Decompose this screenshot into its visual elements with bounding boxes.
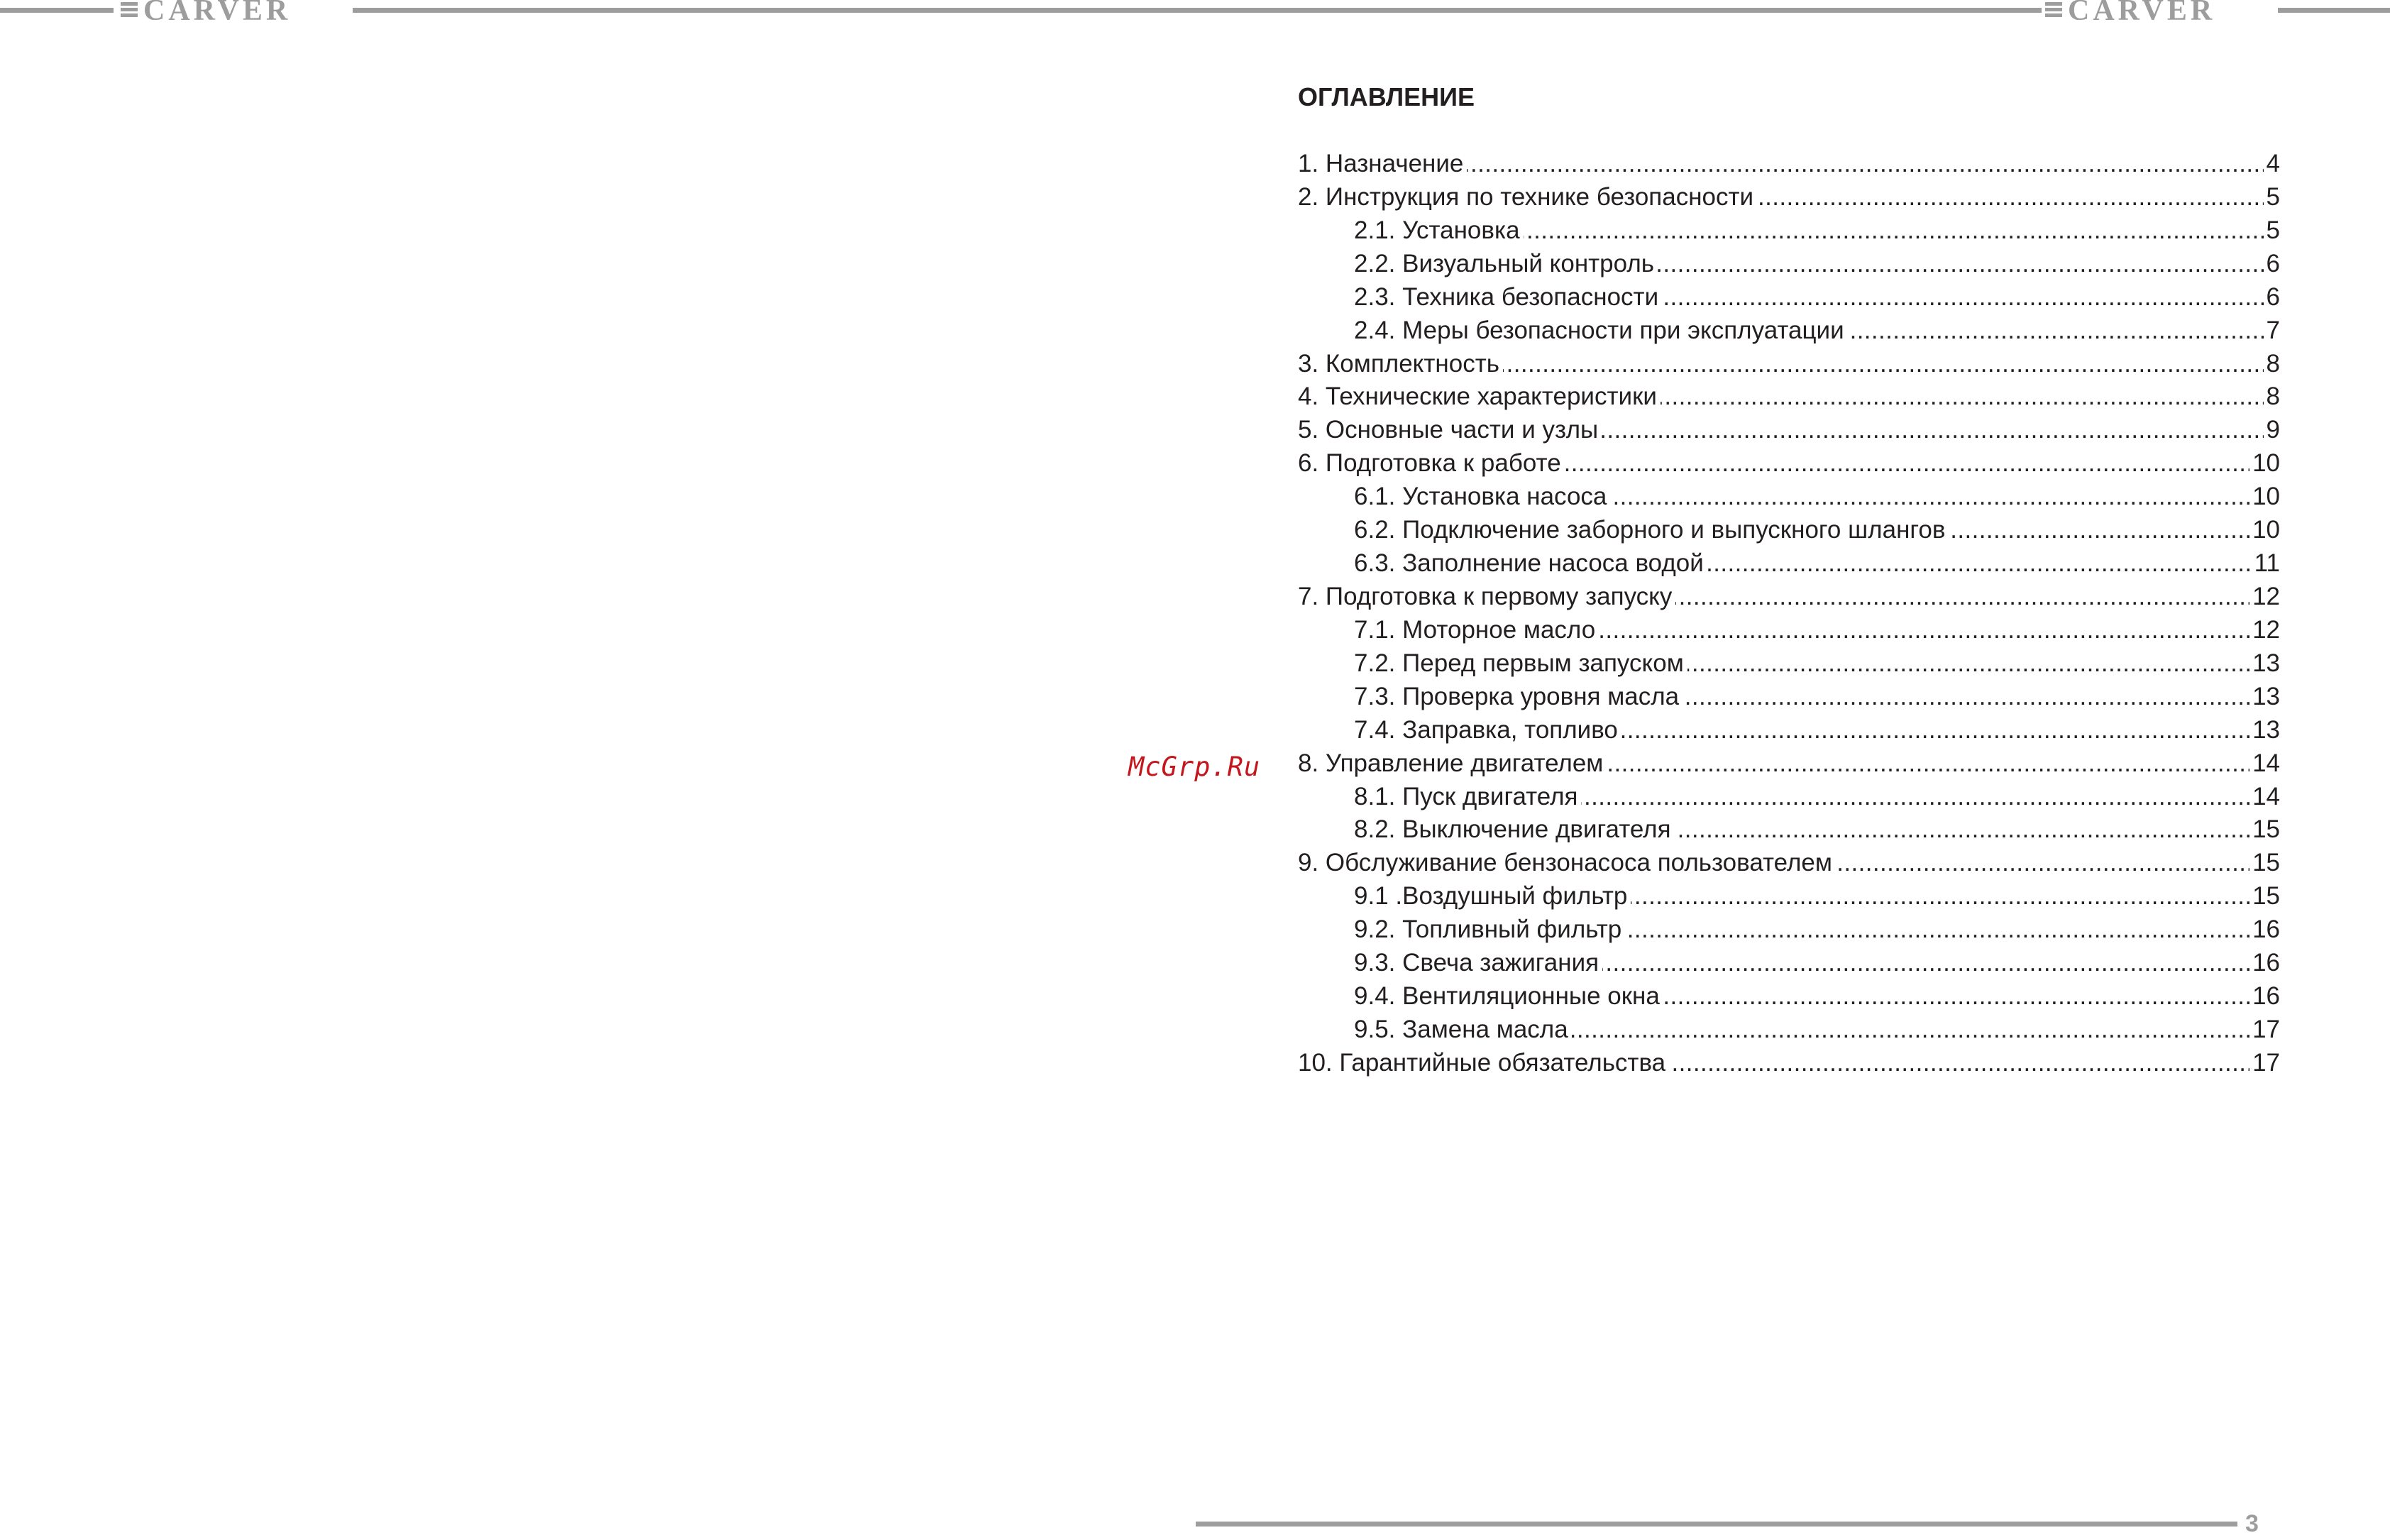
toc-entry-page: 17 [2249, 1047, 2280, 1080]
toc-entry[interactable] [1298, 447, 2280, 480]
toc-entry-page: 14 [2249, 781, 2280, 814]
toc-entry[interactable] [1298, 581, 2280, 614]
toc-entry-label: 4. Технические характеристики [1298, 383, 1661, 410]
toc-entry[interactable] [1354, 681, 2280, 714]
header-rule-center [353, 8, 2042, 13]
toc-entry-page: 12 [2249, 614, 2280, 647]
toc-entry-label: 8.1. Пуск двигателя [1354, 783, 1581, 810]
toc-entry[interactable] [1354, 647, 2280, 681]
toc-entry-label: 7.1. Моторное масло [1354, 616, 1599, 644]
toc-entry-label: 3. Комплектность [1298, 350, 1503, 378]
toc-entry[interactable] [1354, 1013, 2280, 1047]
toc-entry-label: 7.3. Проверка уровня масла [1354, 683, 1683, 710]
toc-entry-page: 6 [2264, 281, 2280, 314]
toc-entry[interactable] [1354, 980, 2280, 1013]
toc-entry-page: 13 [2249, 681, 2280, 714]
toc-entry-label: 6.1. Установка насоса [1354, 483, 1610, 510]
toc-entry-label: 9.3. Свеча зажигания [1354, 949, 1602, 977]
toc-entry-label: 6.3. Заполнение насоса водой [1354, 549, 1707, 577]
toc-entry-page: 15 [2249, 880, 2280, 913]
toc-entry-page: 10 [2249, 480, 2280, 514]
toc-entry-label: 9. Обслуживание бензонасоса пользователем [1298, 849, 1836, 876]
toc-entry[interactable] [1354, 947, 2280, 980]
toc-entry-page: 16 [2249, 913, 2280, 947]
toc-entry-label: 7.2. Перед первым запуском [1354, 649, 1687, 677]
toc-entry-page: 14 [2249, 747, 2280, 781]
toc-entry[interactable] [1298, 1047, 2280, 1080]
toc-entry[interactable] [1354, 314, 2280, 348]
toc-entry[interactable] [1298, 181, 2280, 214]
toc-entry[interactable] [1354, 514, 2280, 547]
toc-entry-page: 8 [2264, 348, 2280, 381]
header-rule-right [2278, 8, 2390, 13]
toc-entry-label: 8.2. Выключение двигателя [1354, 815, 1675, 843]
toc-entry-label: 9.1 .Воздушный фильтр [1354, 882, 1631, 910]
header-rule-left [0, 8, 114, 13]
toc-entry-page: 12 [2249, 581, 2280, 614]
toc-entry-page: 5 [2264, 181, 2280, 214]
toc-entry-label: 2.1. Установка [1354, 216, 1524, 244]
table-of-contents [1298, 148, 2280, 1080]
carver-logo-mark-icon [121, 2, 138, 18]
toc-entry-page: 9 [2264, 414, 2280, 447]
toc-entry-label: 7. Подготовка к первому запуску [1298, 583, 1675, 610]
toc-entry[interactable] [1354, 880, 2280, 913]
toc-entry[interactable] [1354, 248, 2280, 281]
toc-entry-page: 11 [2252, 547, 2280, 581]
toc-entry-label: 2.2. Визуальный контроль [1354, 250, 1658, 277]
watermark-text: McGrp.Ru [1128, 752, 1261, 782]
toc-entry-page: 6 [2264, 248, 2280, 281]
toc-entry-page: 13 [2249, 647, 2280, 681]
toc-entry[interactable] [1354, 614, 2280, 647]
carver-logo-mark-icon [2045, 2, 2062, 18]
toc-entry-label: 7.4. Заправка, топливо [1354, 716, 1621, 744]
toc-entry-page: 15 [2249, 813, 2280, 847]
toc-entry[interactable] [1354, 714, 2280, 747]
toc-entry-label: 5. Основные части и узлы [1298, 416, 1602, 444]
toc-entry[interactable] [1298, 348, 2280, 381]
toc-entry-page: 8 [2264, 380, 2280, 414]
toc-entry-label: 2. Инструкция по технике безопасности [1298, 183, 1757, 211]
toc-entry-label: 9.5. Замена масла [1354, 1016, 1572, 1043]
toc-entry[interactable] [1298, 747, 2280, 781]
page-number: 3 [2245, 1510, 2259, 1537]
page-title: ОГЛАВЛЕНИЕ [1298, 82, 1475, 111]
toc-entry[interactable] [1354, 781, 2280, 814]
brand-logo-left [121, 0, 349, 20]
toc-entry-label: 8. Управление двигателем [1298, 749, 1607, 777]
brand-name-right: CARVER [2068, 0, 2216, 20]
brand-logo-right [2045, 0, 2274, 20]
toc-entry-page: 13 [2249, 714, 2280, 747]
toc-entry[interactable] [1354, 214, 2280, 248]
toc-entry-page: 5 [2264, 214, 2280, 248]
toc-entry-page: 15 [2249, 847, 2280, 880]
toc-entry[interactable] [1298, 148, 2280, 181]
toc-entry-label: 2.3. Техника безопасности [1354, 283, 1662, 311]
toc-entry-page: 10 [2249, 447, 2280, 480]
toc-entry[interactable] [1298, 380, 2280, 414]
toc-entry-label: 6.2. Подключение заборного и выпускного шлангов [1354, 516, 1949, 544]
toc-entry-label: 9.2. Топливный фильтр [1354, 915, 1625, 943]
footer-rule [1196, 1522, 2237, 1527]
toc-entry[interactable] [1354, 813, 2280, 847]
toc-entry[interactable] [1298, 414, 2280, 447]
toc-entry-label: 9.4. Вентиляционные окна [1354, 982, 1663, 1010]
toc-entry-page: 16 [2249, 980, 2280, 1013]
brand-name-left: CARVER [143, 0, 292, 20]
toc-entry-page: 16 [2249, 947, 2280, 980]
toc-entry[interactable] [1354, 281, 2280, 314]
toc-entry-page: 17 [2249, 1013, 2280, 1047]
toc-entry-page: 4 [2264, 148, 2280, 181]
toc-entry-label: 1. Назначение [1298, 150, 1467, 177]
toc-entry[interactable] [1354, 480, 2280, 514]
toc-entry-label: 10. Гарантийные обязательства [1298, 1049, 1669, 1077]
toc-entry[interactable] [1354, 913, 2280, 947]
toc-entry-label: 6. Подготовка к работе [1298, 449, 1565, 477]
toc-entry-page: 7 [2264, 314, 2280, 348]
toc-entry-page: 10 [2249, 514, 2280, 547]
toc-entry[interactable] [1354, 547, 2280, 581]
toc-entry[interactable] [1298, 847, 2280, 880]
toc-entry-label: 2.4. Меры безопасности при эксплуатации [1354, 317, 1848, 344]
